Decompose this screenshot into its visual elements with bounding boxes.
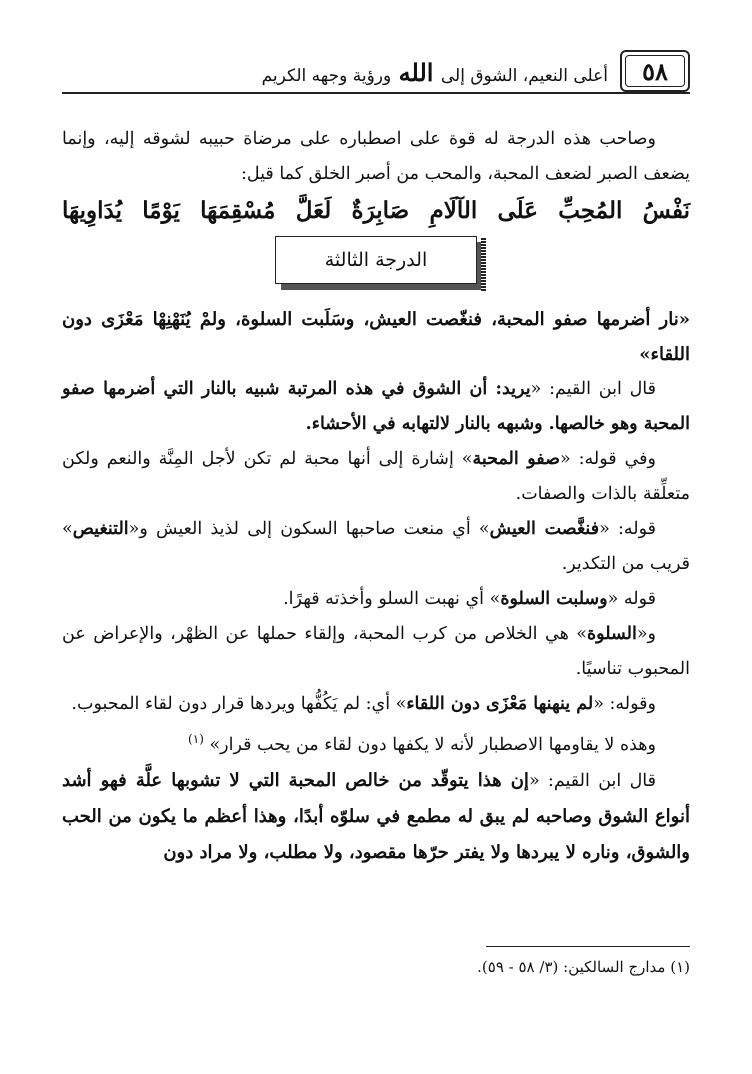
page-number: ٥٨ bbox=[620, 50, 690, 92]
poetry-verse: نَفْسُ المُحِبِّ عَلَى الآلَامِ صَابِرَةٌ لَعَلَّ مُسْقِمَهَا يَوْمًا يُدَاوِيهَا bbox=[62, 197, 690, 224]
p7-a: و« bbox=[636, 624, 656, 644]
p10-bold: إن هذا يتوقّد من خالص المحبة التي لا تشوبها علَّة فهو أشد أنواع الشوق وصاحبه لم يبق له مطمع في سلوّه أبدًا، وهذا أعظم ما يكون من الحب والشوق، وناره لا يبردها ولا يفتر حرّها مقصود، ولا مطلب، ولا مراد دون bbox=[62, 769, 690, 863]
p5-e: » قريب من التكدير. bbox=[62, 519, 690, 574]
p7-c: » هي الخلاص من كرب المحبة، وإلقاء حملها عن الظهْر، والإعراض عن المحبوب تناسيًا. bbox=[62, 624, 690, 679]
p9-text: وهذه لا يقاومها الاصطبار لأنه لا يكفها دون لقاء من يحب قرار» bbox=[209, 734, 656, 755]
paragraph-ibn-qayyim-1 bbox=[62, 372, 690, 442]
p7-term: السلوة bbox=[587, 624, 637, 644]
p5-term-2: التنغيص bbox=[72, 519, 129, 539]
paragraph-ibn-qayyim-2 bbox=[62, 763, 690, 871]
paragraph-istibar bbox=[62, 722, 690, 763]
p8-c: » أي: لم يَكُفُّها ويردها قرار دون لقاء المحبوب. bbox=[71, 694, 407, 714]
p5-c: » أي منعت صاحبها السكون إلى لذيذ العيش و« bbox=[128, 519, 490, 539]
footnote-reference[interactable]: (١) bbox=[188, 732, 204, 746]
p10-lead: قال ابن القيم: « bbox=[528, 770, 656, 791]
running-title bbox=[262, 58, 608, 87]
quoted-text: «نار أضرمها صفو المحبة، فنغّصت العيش، وسَلَبت السلوة، ولمْ يُنَهْنِهْا مَعْزَى دون اللقاء» bbox=[62, 309, 690, 365]
running-title-start: أعلى النعيم، الشوق إلى bbox=[440, 66, 608, 86]
section-heading: الدرجة الثالثة bbox=[275, 236, 477, 284]
p4-term: صفو المحبة bbox=[472, 449, 560, 469]
allah-calligraphy: الله bbox=[398, 58, 434, 87]
paragraph-salwa bbox=[62, 617, 690, 687]
p6-c: » أي نهبت السلو وأخذته قهرًا. bbox=[283, 589, 501, 609]
section-heading-wrap bbox=[62, 236, 690, 284]
paragraph-nahnaha bbox=[62, 687, 690, 722]
paragraph-naghghasat bbox=[62, 512, 690, 582]
p3-lead: قال ابن القيم: « bbox=[530, 379, 657, 399]
p6-term: وسلبت السلوة bbox=[500, 589, 608, 609]
p4-c: » إشارة إلى أنها محبة لم تكن لأجل المِنَّة والنعم ولكن متعلِّقة بالذات والصفات. bbox=[62, 449, 690, 504]
p3-bold: يريد: أن الشوق في هذه المرتبة شبيه بالنار التي أضرمها صفو المحبة وهو خالصها. وشبهه بالنار لالتهابه في الأحشاء. bbox=[62, 379, 690, 434]
p8-term: لم ينهنها مَعْزَى دون اللقاء bbox=[406, 694, 594, 714]
paragraph-safw bbox=[62, 442, 690, 512]
paragraph-intro: وصاحب هذه الدرجة له قوة على اصطباره على مرضاة حبيبه لشوقه إليه، وإنما يضعف الصبر لضعف المحبة، والمحب من أصبر الخلق كما قيل: bbox=[62, 129, 690, 184]
p5-term: فنغَّصت العيش bbox=[489, 519, 600, 539]
header-rule bbox=[62, 92, 690, 94]
p4-a: وفي قوله: « bbox=[559, 449, 656, 469]
paragraph-salabat bbox=[62, 582, 690, 617]
page-body bbox=[62, 122, 690, 871]
p6-a: قوله « bbox=[607, 589, 656, 609]
running-title-end: ورؤية وجهه الكريم bbox=[261, 66, 392, 86]
footnote: (١) مدارج السالكين: (٣/ ٥٨ - ٥٩). bbox=[477, 958, 690, 976]
page-header bbox=[62, 44, 690, 94]
footnote-separator bbox=[486, 946, 690, 947]
p5-a: قوله: « bbox=[599, 519, 656, 539]
p8-a: وقوله: « bbox=[593, 694, 656, 714]
